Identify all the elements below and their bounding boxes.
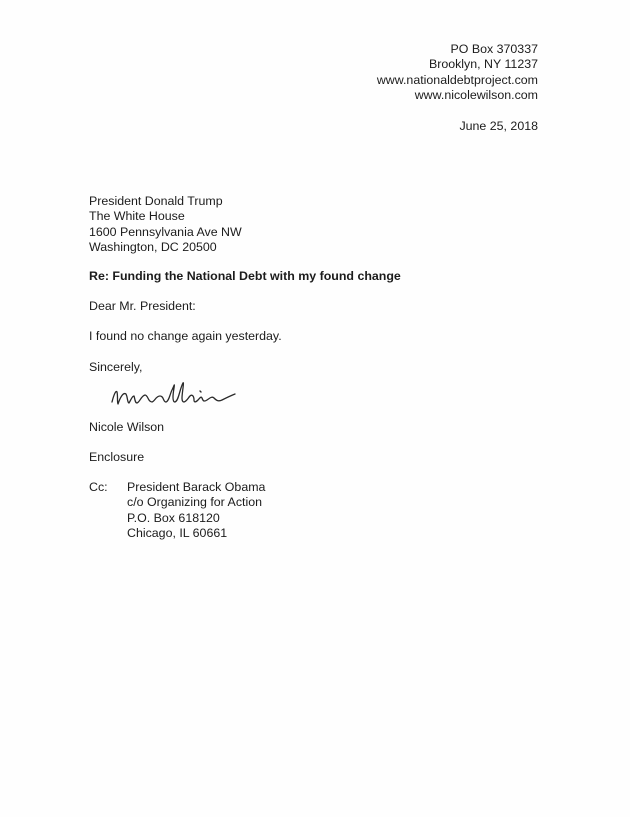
recipient-city: Washington, DC 20500	[89, 239, 217, 254]
cc-po-box: P.O. Box 618120	[127, 510, 220, 525]
sender-address	[377, 42, 538, 103]
closing: Sincerely,	[89, 360, 143, 374]
subject-line: Re: Funding the National Debt with my found change	[89, 269, 401, 283]
sender-po-box: PO Box 370337	[450, 42, 538, 56]
cc-name: President Barack Obama	[127, 480, 266, 494]
enclosure-note: Enclosure	[89, 450, 145, 464]
cc-city: Chicago, IL 60661	[127, 525, 228, 540]
sender-website-personal: www.nicolewilson.com	[414, 87, 538, 102]
handwritten-signature	[108, 372, 248, 412]
signer-name: Nicole Wilson	[89, 420, 165, 434]
cc-recipient	[127, 480, 265, 541]
letter-date: June 25, 2018	[459, 119, 538, 133]
salutation: Dear Mr. President:	[89, 299, 196, 313]
sender-website-project: www.nationaldebtproject.com	[376, 72, 538, 87]
recipient-street: 1600 Pennsylvania Ave NW	[89, 224, 242, 239]
recipient-name: President Donald Trump	[89, 194, 223, 208]
cc-label: Cc:	[89, 480, 108, 494]
recipient-address	[89, 194, 242, 255]
cc-organization: c/o Organizing for Action	[127, 495, 262, 510]
letter-body: I found no change again yesterday.	[89, 329, 282, 343]
sender-city: Brooklyn, NY 11237	[428, 57, 538, 72]
recipient-building: The White House	[89, 209, 185, 224]
